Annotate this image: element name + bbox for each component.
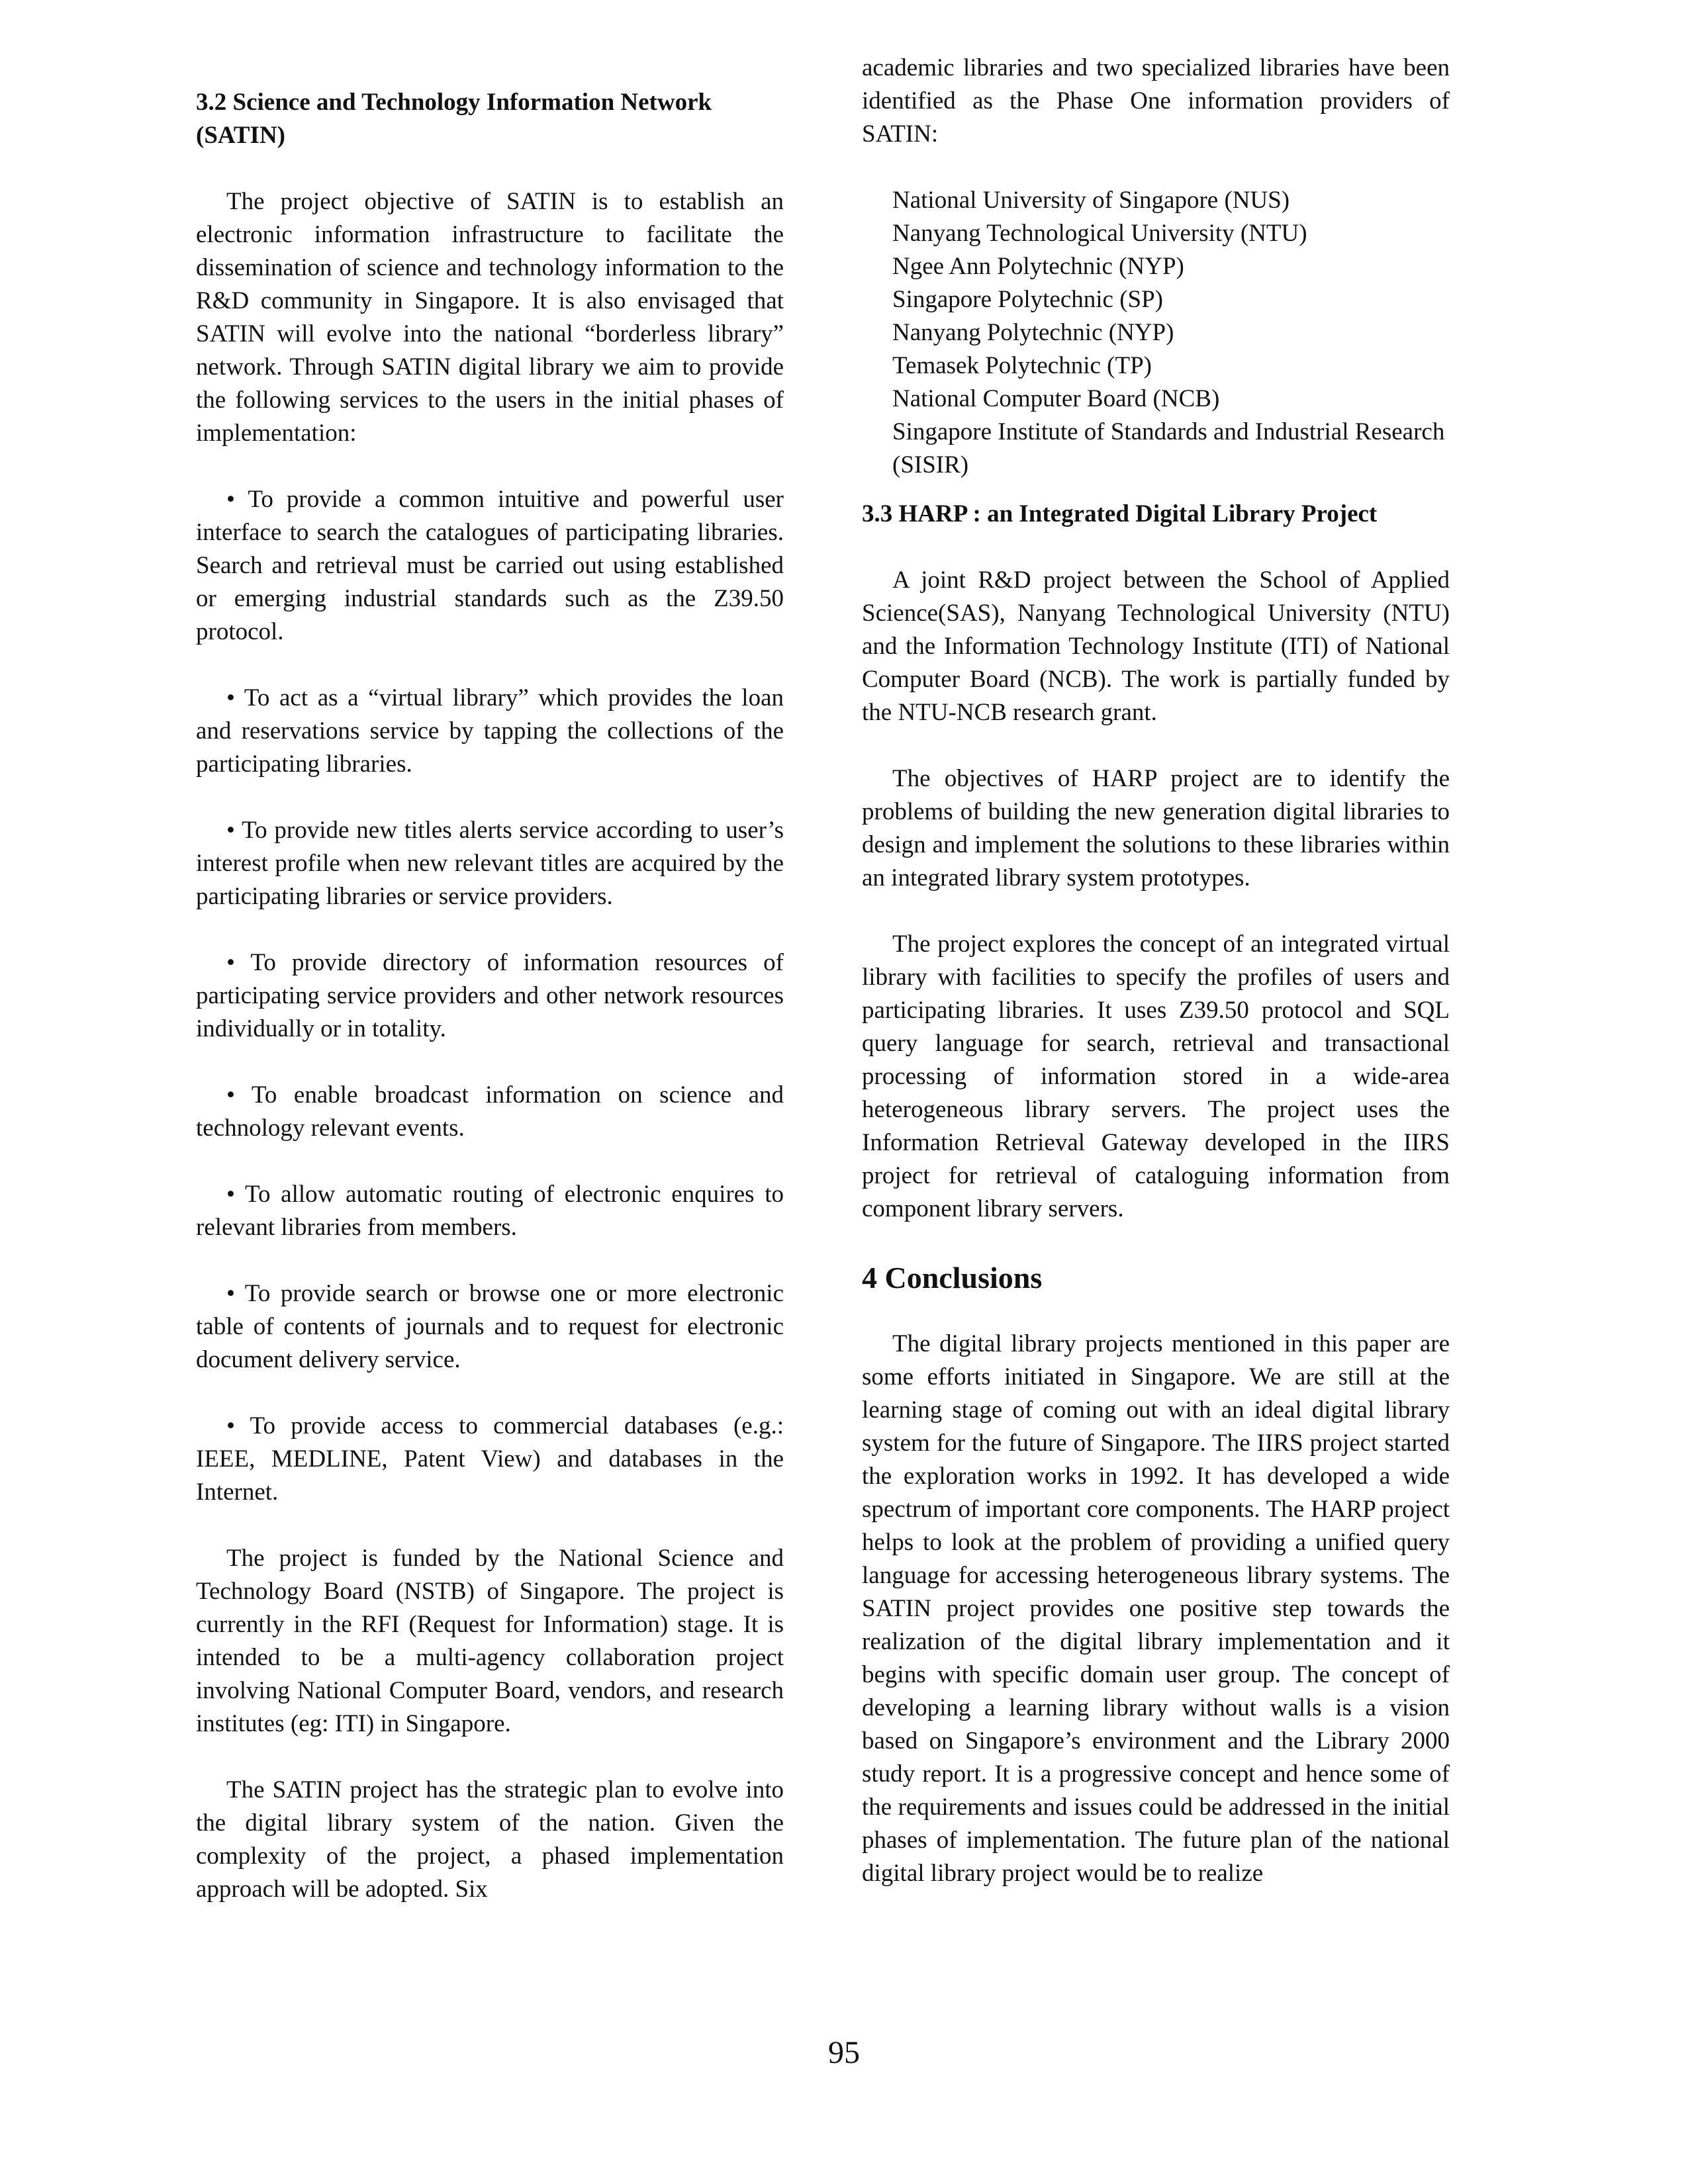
satin-strategic-paragraph: The SATIN project has the strategic plan to evolve into the digital library system of the nation. Given the complexity of the project, a phased implementation approach will be adopted. Six (196, 1776, 784, 1903)
harp-paragraph-2: The objectives of HARP project are to identify the problems of building the new generation digital libraries to design and implement the solutions to these libraries within an integrated library system prototypes. (862, 765, 1450, 891)
satin-bullet-7: • To provide search or browse one or more electronic table of contents of journals and to request for electronic document delivery service. (196, 1280, 784, 1373)
provider-item: Temasek Polytechnic (TP) (892, 352, 1152, 379)
provider-item: Singapore Institute of Standards and Industrial Research (SISIR) (892, 418, 1445, 478)
provider-item: Nanyang Polytechnic (NYP) (892, 319, 1174, 346)
left-column (196, 52, 784, 1906)
satin-funding-paragraph: The project is funded by the National Science and Technology Board (NSTB) of Singapore. The project is currently in the RFI (Request for Information) stage. It is intended to be a multi-agency collaboration project involving National Computer Board, vendors, and research institutes (eg: ITI) in Singapore. (196, 1545, 784, 1737)
section-heading-harp: 3.3 HARP : an Integrated Digital Library Project (862, 500, 1378, 527)
provider-item: National Computer Board (NCB) (892, 385, 1220, 412)
harp-paragraph-3: The project explores the concept of an integrated virtual library with facilities to specify the profiles of users and participating libraries. It uses Z39.50 protocol and SQL query language for search, retrieval and transactional processing of information stored in a wide-area heterogeneous library servers. The project uses the Information Retrieval Gateway developed in the IIRS project for retrieval of cataloguing information from component library servers. (862, 931, 1450, 1222)
satin-bullet-1: • To provide a common intuitive and powerful user interface to search the catalogues of participating libraries. Search and retrieval must be carried out using established or emerging industrial standards such as the Z39.50 protocol. (196, 486, 784, 645)
page-number: 95 (828, 2035, 860, 2070)
information-providers-list (862, 184, 1450, 482)
satin-bullet-5: • To enable broadcast information on science and technology relevant events. (196, 1081, 784, 1142)
provider-item: National University of Singapore (NUS) (892, 187, 1290, 214)
satin-bullet-3: • To provide new titles alerts service according to user’s interest profile when new relevant titles are acquired by the participating libraries or service providers. (196, 817, 784, 910)
satin-bullet-8: • To provide access to commercial databases (e.g.: IEEE, MEDLINE, Patent View) and databases in the Internet. (196, 1412, 784, 1506)
provider-item: Ngee Ann Polytechnic (NYP) (892, 253, 1184, 280)
satin-bullet-2: • To act as a “virtual library” which provides the loan and reservations service by tapping the collections of the participating libraries. (196, 684, 784, 778)
satin-intro-paragraph: The project objective of SATIN is to establish an electronic information infrastructure to facilitate the dissemination of science and technology information to the R&D community in Singapore. It is also envisaged that SATIN will evolve into the national “borderless library” network. Through SATIN digital library we aim to provide the following services to the users in the initial phases of implementation: (196, 188, 784, 447)
section-heading-satin: 3.2 Science and Technology Information Network (SATIN) (196, 89, 712, 149)
right-column (862, 52, 1450, 1890)
harp-paragraph-1: A joint R&D project between the School of Applied Science(SAS), Nanyang Technological University (NTU) and the Information Technology Institute (ITI) of National Computer Board (NCB). The work is partially funded by the NTU-NCB research grant. (862, 567, 1450, 726)
providers-intro-paragraph: academic libraries and two specialized libraries have been identified as the Phase One information providers of SATIN: (862, 54, 1450, 148)
satin-bullet-4: • To provide directory of information resources of participating service providers and other network resources individually or in totality. (196, 949, 784, 1042)
conclusions-paragraph: The digital library projects mentioned in this paper are some efforts initiated in Singapore. We are still at the learning stage of coming out with an ideal digital library system for the future of Singapore. The IIRS project started the exploration works in 1992. It has developed a wide spectrum of important core components. The HARP project helps to look at the problem of providing a unified query language for accessing heterogeneous library systems. The SATIN project provides one positive step towards the realization of the digital library implementation and it begins with specific domain user group. The concept of developing a learning library without walls is a vision based on Singapore’s environment and the Library 2000 study report. It is a progressive concept and hence some of the requirements and issues could be addressed in the initial phases of implementation. The future plan of the national digital library project would be to realize (862, 1330, 1450, 1887)
provider-item: Singapore Polytechnic (SP) (892, 286, 1164, 313)
provider-item: Nanyang Technological University (NTU) (892, 220, 1307, 247)
section-heading-conclusions: 4 Conclusions (862, 1261, 1043, 1295)
satin-bullet-6: • To allow automatic routing of electronic enquires to relevant libraries from members. (196, 1181, 784, 1241)
